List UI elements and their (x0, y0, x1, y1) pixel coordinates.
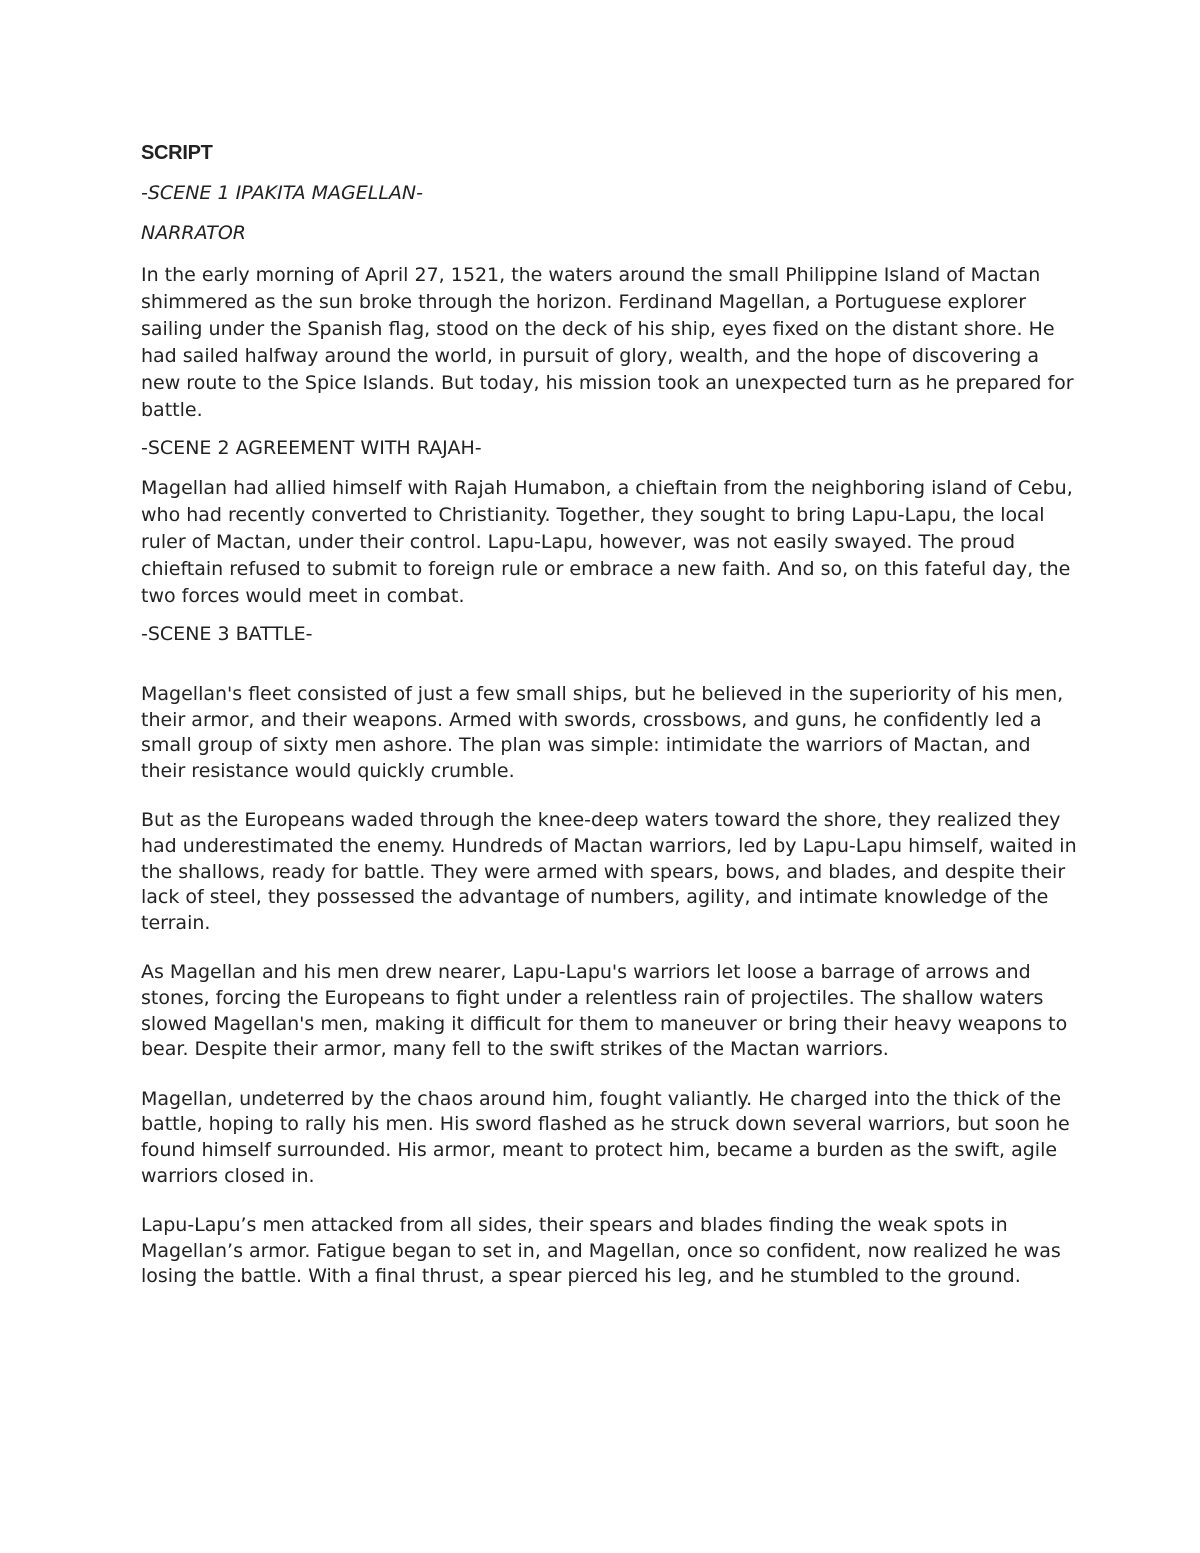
paragraph-3: Magellan's fleet consisted of just a few small ships, but he believed in the superiority of his men, their armor, and their weapons. Armed with swords, crossbows, and guns, he confidently led a small group of sixty men ashore. The plan was simple: intimidate the warriors of Mactan, and their resistance would quickly crumble. (141, 683, 1064, 782)
spacer (141, 936, 1080, 960)
scene-3-heading: -SCENE 3 BATTLE- (141, 623, 313, 645)
paragraph-6: Magellan, undeterred by the chaos around him, fought valiantly. He charged into the thick of the battle, hoping to rally his men. His sword flashed as he struck down several warriors, but soon he found himself surrounded. His armor, meant to protect him, became a burden as the swift, agile warriors closed in. (141, 1087, 1070, 1187)
paragraph-1: In the early morning of April 27, 1521, the waters around the small Philippine Island of Mactan shimmered as the sun broke through the horizon. Ferdinand Magellan, a Portuguese explorer sailing under the Spanish flag, stood on the deck of his ship, eyes fixed on the distant shore. He had sailed halfway around the world, in pursuit of glory, wealth, and the hope of discovering a new route to the Spice Islands. But today, his mission took an unexpected turn as he prepared for battle. (141, 264, 1074, 421)
document-title: SCRIPT (141, 142, 213, 164)
speaker-label: NARRATOR (141, 222, 246, 244)
paragraph-5: As Magellan and his men drew nearer, Lapu-Lapu's warriors let loose a barrage of arrows and stones, forcing the Europeans to fight under a relentless rain of projectiles. The shallow waters slowed Magellan's men, making it difficult for them to maneuver or bring their heavy weapons to bear. Despite their armor, many fell to the swift strikes of the Mactan warriors. (141, 961, 1068, 1061)
spacer (141, 784, 1080, 808)
spacer (141, 1063, 1080, 1087)
paragraph-7: Lapu-Lapu’s men attacked from all sides, their spears and blades finding the weak spots in Magellan’s armor. Fatigue began to set in, and Magellan, once so confident, now realized he was losing the battle. With a final thrust, a spear pierced his leg, and he stumbled to the ground. (141, 1214, 1061, 1288)
scene-1-heading: -SCENE 1 IPAKITA MAGELLAN- (141, 182, 424, 204)
paragraph-2: Magellan had allied himself with Rajah Humabon, a chieftain from the neighboring island of Cebu, who had recently converted to Christianity. Together, they sought to bring Lapu-Lapu, the local ruler of Mactan, under their control. Lapu-Lapu, however, was not easily swayed. The proud chieftain refused to submit to foreign rule or embrace a new faith. And so, on this fateful day, the two forces would meet in combat. (141, 477, 1073, 607)
spacer (141, 661, 1080, 682)
scene-2-heading: -SCENE 2 AGREEMENT WITH RAJAH- (141, 437, 482, 459)
paragraph-4: But as the Europeans waded through the knee-deep waters toward the shore, they realized they had underestimated the enemy. Hundreds of Mactan warriors, led by Lapu-Lapu himself, waited in the shallows, ready for battle. They were armed with spears, bows, and blades, and despite their lack of steel, they possessed the advantage of numbers, agility, and intimate knowledge of the terrain. (141, 809, 1077, 934)
spacer (141, 1189, 1080, 1213)
